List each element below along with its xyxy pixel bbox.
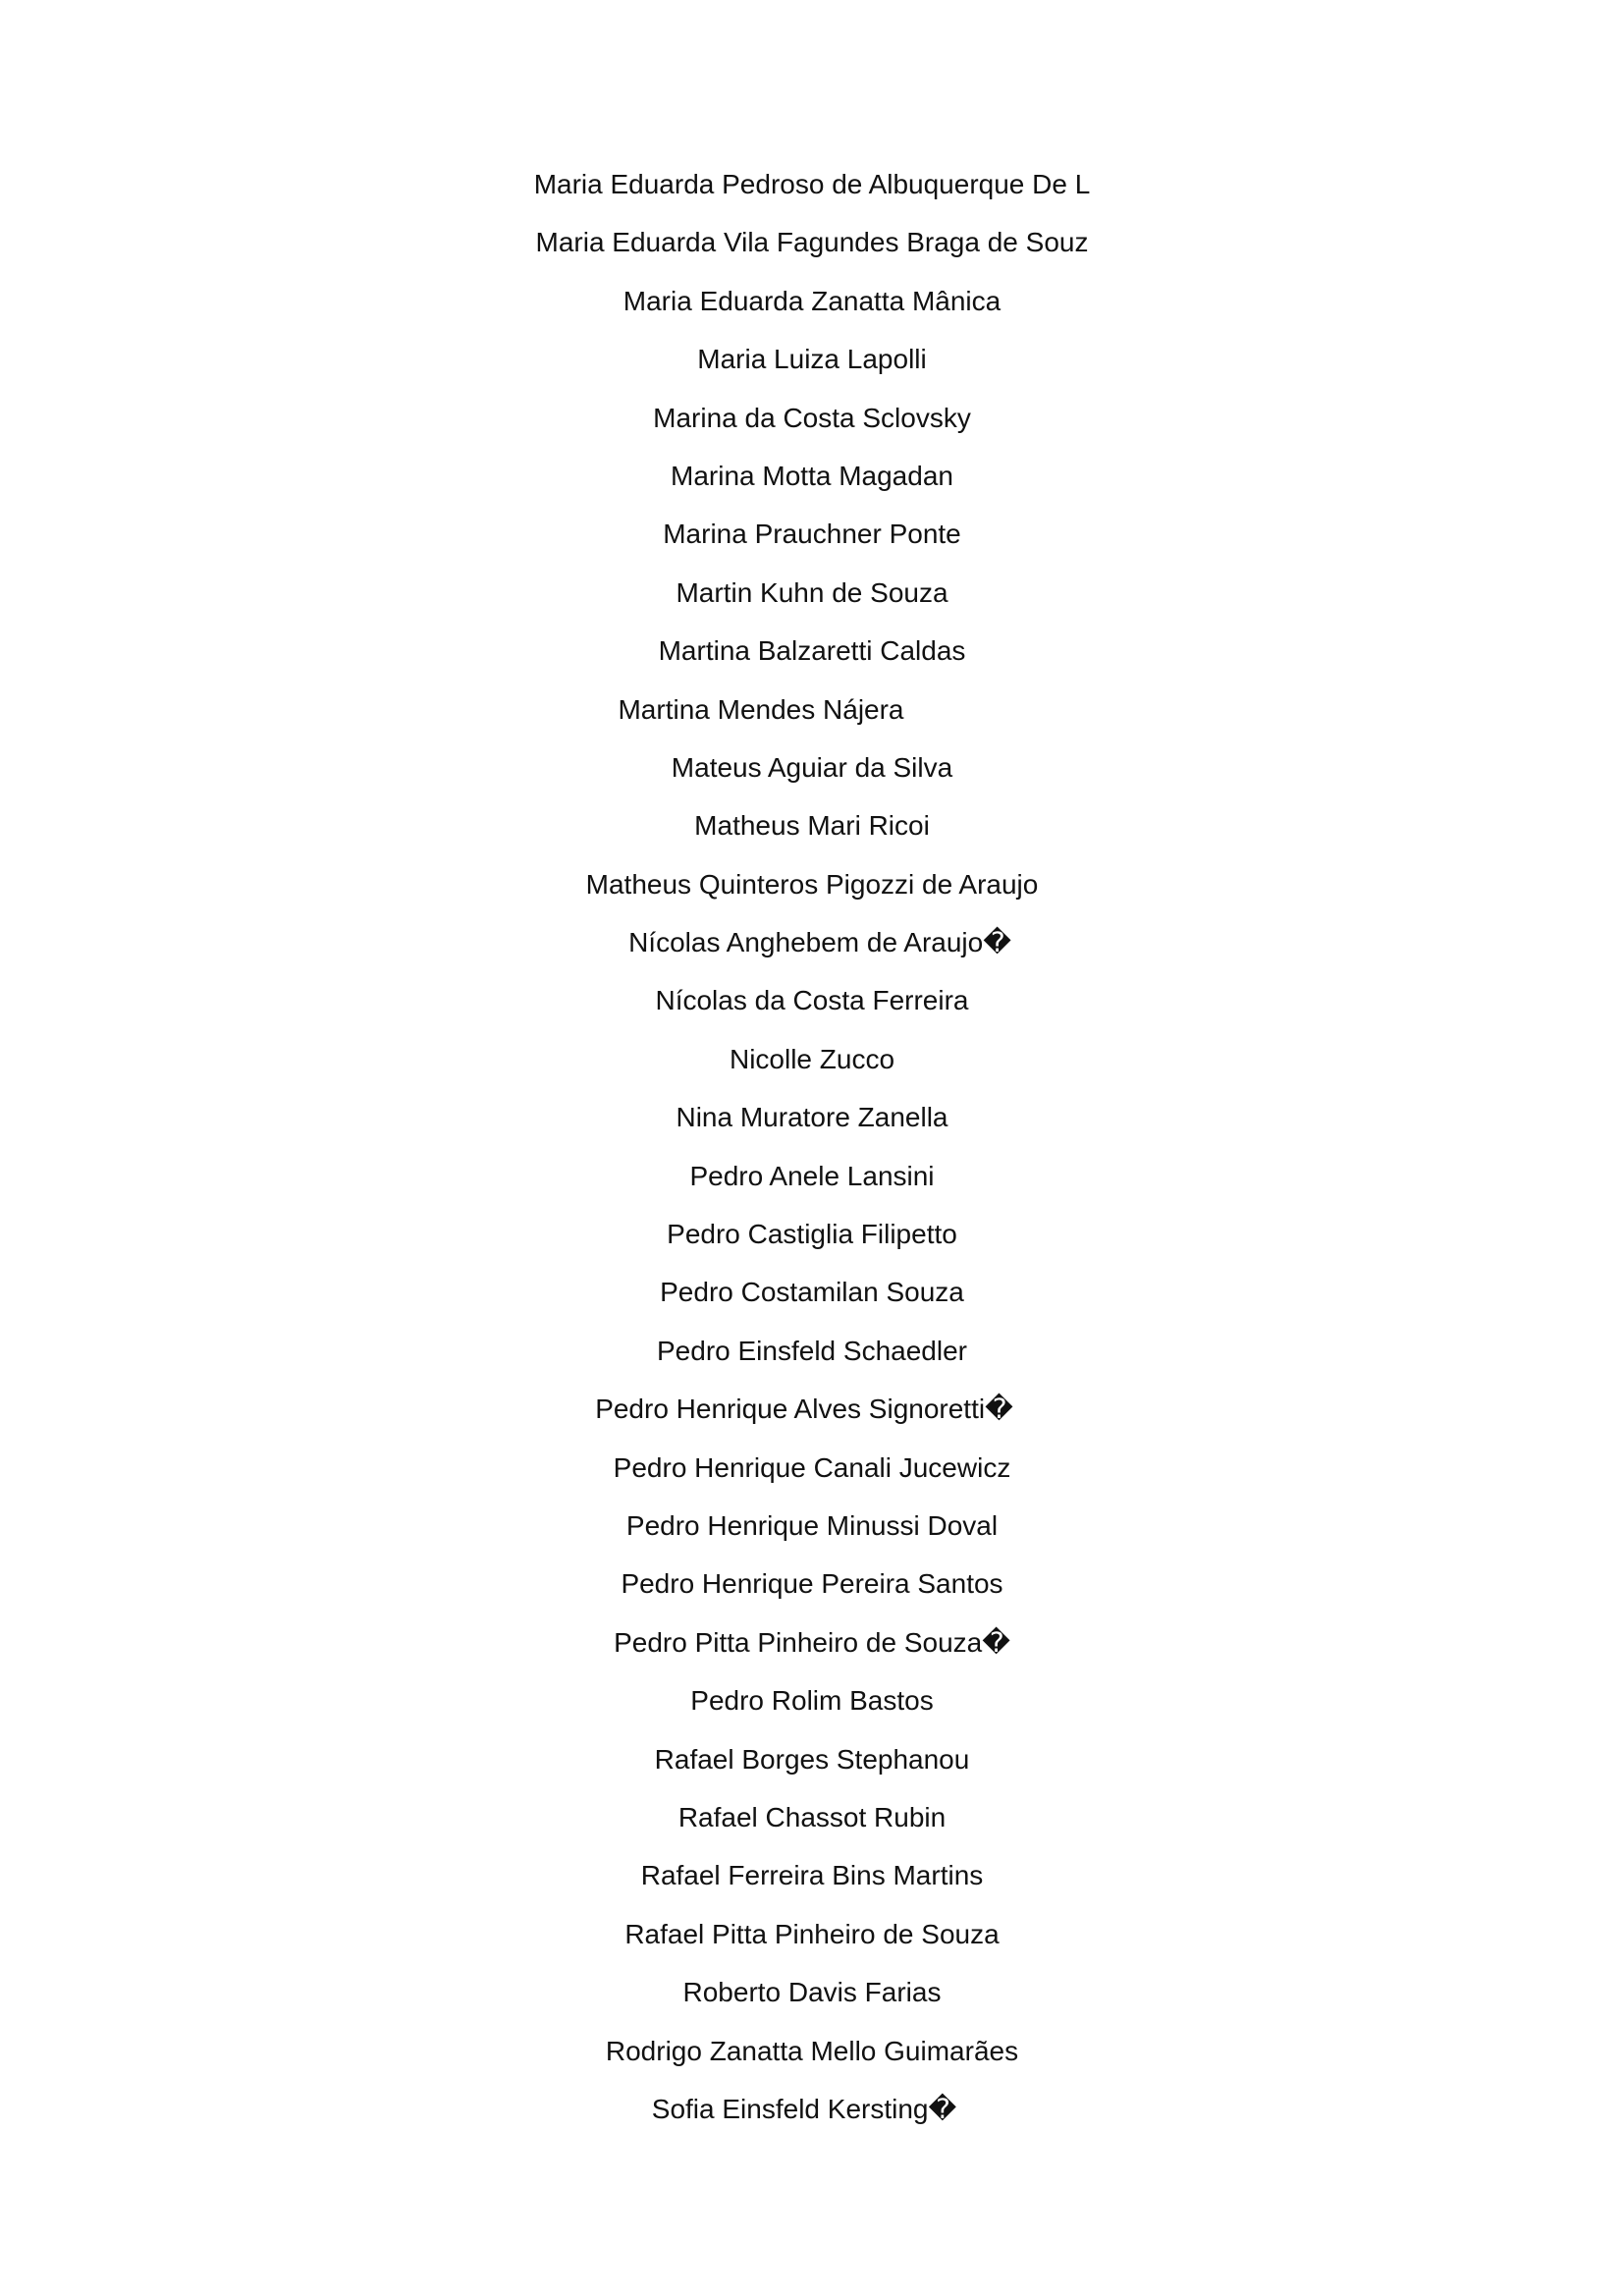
list-item: Pedro Henrique Minussi Doval <box>625 1509 999 1541</box>
list-item: Sofia Einsfeld Kersting� <box>651 2093 957 2124</box>
list-item: Pedro Anele Lansini <box>689 1160 935 1191</box>
name-list <box>0 165 1624 2148</box>
list-item: Marina da Costa Sclovsky <box>653 402 971 433</box>
list-item: Roberto Davis Farias <box>682 1977 942 2008</box>
list-item: Pedro Rolim Bastos <box>690 1685 934 1717</box>
list-item: Nícolas Anghebem de Araujo� <box>628 927 1011 958</box>
list-item: Martin Kuhn de Souza <box>676 576 948 608</box>
list-item: Pedro Henrique Alves Signoretti� <box>595 1394 1013 1425</box>
list-item: Mateus Aguiar da Silva <box>671 751 953 783</box>
list-item: Pedro Henrique Canali Jucewicz <box>613 1451 1011 1483</box>
list-item: Maria Eduarda Pedroso de Albuquerque De L <box>533 169 1091 199</box>
list-item: Rafael Chassot Rubin <box>677 1801 947 1832</box>
list-item: Nina Muratore Zanella <box>676 1102 948 1133</box>
list-item: Rafael Ferreira Bins Martins <box>640 1860 984 1891</box>
list-item: Martina Balzaretti Caldas <box>658 635 966 667</box>
list-item: Pedro Henrique Pereira Santos <box>621 1568 1003 1600</box>
list-item: Nícolas da Costa Ferreira <box>655 985 969 1016</box>
list-item: Matheus Mari Ricoi <box>694 810 930 842</box>
list-item: Pedro Pitta Pinheiro de Souza� <box>614 1626 1010 1658</box>
list-item: Matheus Quinteros Pigozzi de Araujo <box>585 868 1039 900</box>
list-item: Rafael Pitta Pinheiro de Souza <box>624 1918 1000 1949</box>
list-item: Rafael Borges Stephanou <box>654 1743 970 1775</box>
list-item: Marina Motta Magadan <box>671 460 953 491</box>
list-item: Maria Eduarda Zanatta Mânica <box>623 285 1001 316</box>
list-item: Martina Mendes Nájera <box>618 693 904 725</box>
list-item: Nicolle Zucco <box>729 1043 895 1074</box>
list-item: Pedro Einsfeld Schaedler <box>657 1335 967 1366</box>
list-item: Maria Eduarda Vila Fagundes Braga de Souz <box>535 227 1089 258</box>
list-item: Maria Luiza Lapolli <box>697 344 927 375</box>
list-item: Pedro Castiglia Filipetto <box>667 1219 957 1250</box>
list-item: Pedro Costamilan Souza <box>660 1277 964 1308</box>
list-item: Rodrigo Zanatta Mello Guimarães <box>605 2035 1019 2066</box>
list-item: Marina Prauchner Ponte <box>663 519 961 550</box>
